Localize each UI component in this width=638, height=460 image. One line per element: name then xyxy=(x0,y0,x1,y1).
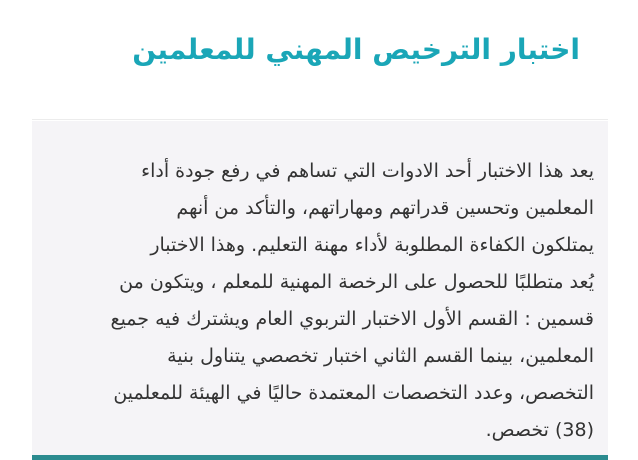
paragraph-line: قسمين : القسم الأول الاختبار التربوي العام ويشترك فيه جميع xyxy=(110,308,594,330)
paragraph-line: (38) تخصص. xyxy=(485,419,594,441)
paragraph-line: يعد هذا الاختبار أحد الادوات التي تساهم في رفع جودة أداء xyxy=(141,160,594,182)
bottom-divider xyxy=(32,455,608,460)
page-title: اختبار الترخيص المهني للمعلمين xyxy=(132,33,580,66)
paragraph-line: المعلمين وتحسين قدراتهم ومهاراتهم، والتأكد من أنهم xyxy=(176,197,594,219)
article-paragraph xyxy=(34,153,594,449)
paragraph-line: يمتلكون الكفاءة المطلوبة لأداء مهنة التعليم. وهذا الاختبار xyxy=(150,234,594,256)
paragraph-line: المعلمين، بينما القسم الثاني اختبار تخصصي يتناول بنية xyxy=(167,345,594,367)
paragraph-line: التخصص، وعدد التخصصات المعتمدة حاليًا في الهيئة للمعلمين xyxy=(113,382,594,404)
article-card xyxy=(32,121,608,460)
paragraph-line: يُعد متطلبًا للحصول على الرخصة المهنية للمعلم ، ويتكون من xyxy=(119,271,594,293)
title-card xyxy=(32,0,608,120)
